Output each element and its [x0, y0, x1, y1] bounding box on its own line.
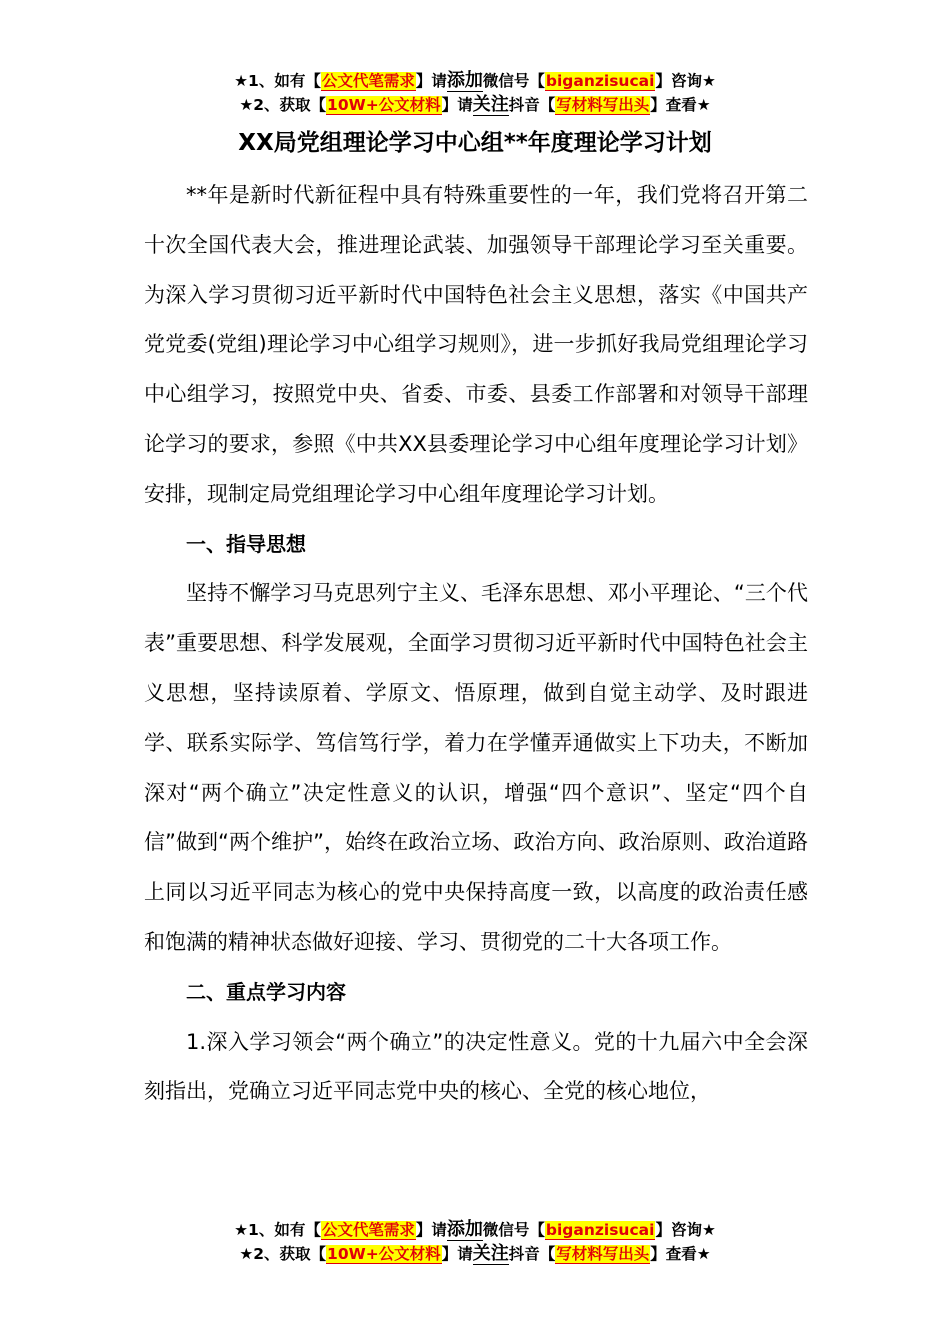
promo-emphasis: 添加	[446, 1219, 483, 1240]
promo-highlight: 公文代笔需求	[321, 1221, 415, 1239]
section-heading-guiding-ideology: 一、指导思想	[186, 531, 306, 556]
document-body	[144, 171, 808, 1117]
promo-emphasis: 关注	[472, 1243, 509, 1264]
promo-line-1: ★1、如有【公文代笔需求】请添加微信号【biganzisucai】咨询★	[234, 70, 716, 91]
promo-wechat-id: biganzisucai	[545, 1221, 655, 1239]
promo-line-1: ★1、如有【公文代笔需求】请添加微信号【biganzisucai】咨询★	[234, 1219, 716, 1240]
promo-highlight: 公文代笔需求	[321, 72, 415, 90]
promo-emphasis: 关注	[472, 94, 509, 115]
promo-emphasis: 添加	[446, 70, 483, 91]
section-heading-key-content: 二、重点学习内容	[186, 979, 346, 1004]
document-title: XX局党组理论学习中心组**年度理论学习计划	[238, 130, 712, 156]
promo-banner-bottom	[0, 1218, 950, 1266]
promo-douyin-id: 写材料写出头	[556, 1245, 650, 1263]
promo-line-2: ★2、获取【10W+公文材料】请关注抖音【写材料写出头】查看★	[239, 94, 711, 115]
intro-paragraph: **年是新时代新征程中具有特殊重要性的一年，我们党将召开第二十次全国代表大会，推进理论武装、加强领导干部理论学习至关重要。为深入学习贯彻习近平新时代中国特色社会主义思想，落实《中国共产党党委(党组)理论学习中心组学习规则》，进一步抓好我局党组理论学习中心组学习，按照党中央、省委、市委、县委工作部署和对领导干部理论学习的要求，参照《中共XX县委理论学习中心组年度理论学习计划》安排，现制定局党组理论学习中心组年度理论学习计划。	[144, 183, 808, 506]
section-paragraph-guiding-ideology: 坚持不懈学习马克思列宁主义、毛泽东思想、邓小平理论、“三个代表”重要思想、科学发展观，全面学习贯彻习近平新时代中国特色社会主义思想，坚持读原着、学原文、悟原理，做到自觉主动学、及时跟进学、联系实际学、笃信笃行学，着力在学懂弄通做实上下功夫，不断加深对“两个确立”决定性意义的认识，增强“四个意识”、坚定“四个自信”做到“两个维护”，始终在政治立场、政治方向、政治原则、政治道路上同以习近平同志为核心的党中央保持高度一致，以高度的政治责任感和饱满的精神状态做好迎接、学习、贯彻党的二十大各项工作。	[144, 581, 808, 954]
promo-line-2: ★2、获取【10W+公文材料】请关注抖音【写材料写出头】查看★	[239, 1243, 711, 1264]
promo-highlight: 10W+公文材料	[327, 96, 441, 114]
promo-banner-top	[0, 69, 950, 117]
promo-douyin-id: 写材料写出头	[556, 96, 650, 114]
promo-wechat-id: biganzisucai	[545, 72, 655, 90]
promo-highlight: 10W+公文材料	[327, 1245, 441, 1263]
section-paragraph-key-content: 1.深入学习领会“两个确立”的决定性意义。党的十九届六中全会深刻指出，党确立习近平同志党中央的核心、全党的核心地位，	[144, 1029, 808, 1104]
